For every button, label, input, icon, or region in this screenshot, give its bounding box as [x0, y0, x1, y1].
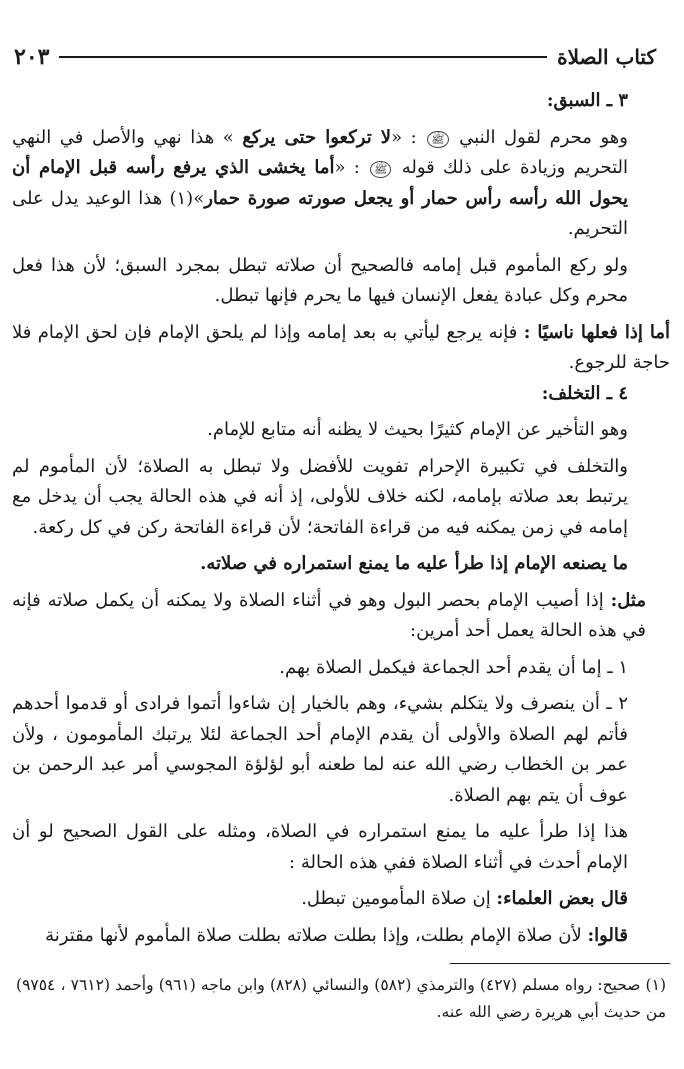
running-title: كتاب الصلاة [557, 45, 656, 69]
hadith-quote: لا تركعوا حتى يركع [242, 126, 392, 148]
paragraph-scholars: قال بعض العلماء: إن صلاة المأمومين تبطل. [301, 888, 628, 909]
list-item-1: ١ ـ إما أن يقدم أحد الجماعة فيكمل الصلاة بهم. [279, 656, 628, 678]
salutation-mark: ﷺ [370, 161, 391, 178]
list-item-2: ٢ ـ أن ينصرف ولا يتكلم بشيء، وهم بالخيار إن شاءوا أتموا فرادى أو قدموا أحدهم فأتم لهم الصلاة والأولى أن يقدم الإمام أحد الجماعة لئلا يرتبك المأمومون ، ولأن عمر بن الخطاب رضي الله عنه لما طعنه أبو لؤلؤة المجوسي أمر عبد الرحمن بن عوف أن يتم بهم الصلاة. [12, 693, 628, 806]
footnote [16, 972, 666, 1026]
section-heading-sabq: ٣ ـ السبق: [546, 90, 628, 111]
paragraph-example: مثل: إذا أصيب الإمام بحصر البول وهو في أثناء الصلاة ولا يمكنه أن يكمل صلاته فإنه في هذه الحالة يعمل أحد أمرين: [12, 589, 646, 641]
paragraph-forgetful: أما إذا فعلها ناسيًا : فإنه يرجع ليأتي به بعد إمامه وإذا لم يلحق الإمام فإن لحق الإمام فلا حاجة للرجوع. [12, 321, 670, 373]
footnote-ref: »(١) [169, 187, 205, 209]
header-rule [59, 56, 547, 58]
section-heading-takhalluf: ٤ ـ التخلف: [541, 382, 628, 404]
page-header [14, 42, 656, 72]
hadith-quote: أما يخشى الذي يرفع رأسه قبل الإمام أن يحول الله رأسه رأس حمار أو يجعل صورته صورة حمار [12, 157, 628, 209]
paragraph-definition: وهو التأخير عن الإمام كثيرًا بحيث لا يظنه أنه متابع للإمام. [207, 419, 628, 440]
footnote-text: (١) صحيح: رواه مسلم (٤٢٧) والترمذي (٥٨٢) والنسائي (٨٢٨) وابن ماجه (٩٦١) وأحمد (٧٦١٢ ، ٩٧٥٤) من حديث أبي هريرة رضي الله عنه. [16, 976, 666, 1021]
paragraph-prohibition: وهو محرم لقول النبي ﷺ : «لا تركعوا حتى يركع » هذا نهي والأصل في النهي التحريم وزيادة على ذلك قوله ﷺ : «أما يخشى الذي يرفع رأسه قبل الإمام أن يحول الله رأسه رأس حمار أو يجعل صورته صورة حمار»(١) هذا الوعيد يدل على التحريم. [12, 126, 628, 239]
paragraph-hadath: هذا إذا طرأ عليه ما يمنع استمراره في الصلاة، ومثله على القول الصحيح لو أن الإمام أحدث في أثناء الصلاة ففي هذه الحالة : [12, 821, 628, 873]
section-heading-imam: ما يصنعه الإمام إذا طرأ عليه ما يمنع استمراره في صلاته. [200, 553, 628, 574]
footnote-rule [450, 963, 670, 964]
paragraph-takbir: والتخلف في تكبيرة الإحرام تفويت للأفضل ولا تبطل به الصلاة؛ لأن المأموم لم يرتبط بعد صلاته بإمامه، لكنه خلاف للأولى، إذ أنه في هذه الحالة يجب أن يدخل مع إمامه في زمن يمكنه فيه من قراءة الفاتحة؛ لأن قراءة الفاتحة ركن في كل ركعة. [12, 455, 628, 538]
paragraph-reason: قالوا: لأن صلاة الإمام بطلت، وإذا بطلت صلاته بطلت صلاة المأموم لأنها مقترنة [45, 924, 628, 946]
salutation-mark: ﷺ [427, 131, 448, 148]
page-number: ٢٠٣ [14, 44, 50, 70]
paragraph-ruling: ولو ركع المأموم قبل إمامه فالصحيح أن صلاته تبطل بمجرد السبق؛ لأن هذا فعل محرم وكل عبادة يفعل الإنسان فيها ما يحرم فإنها تبطل. [12, 254, 628, 306]
page-body [12, 86, 670, 951]
